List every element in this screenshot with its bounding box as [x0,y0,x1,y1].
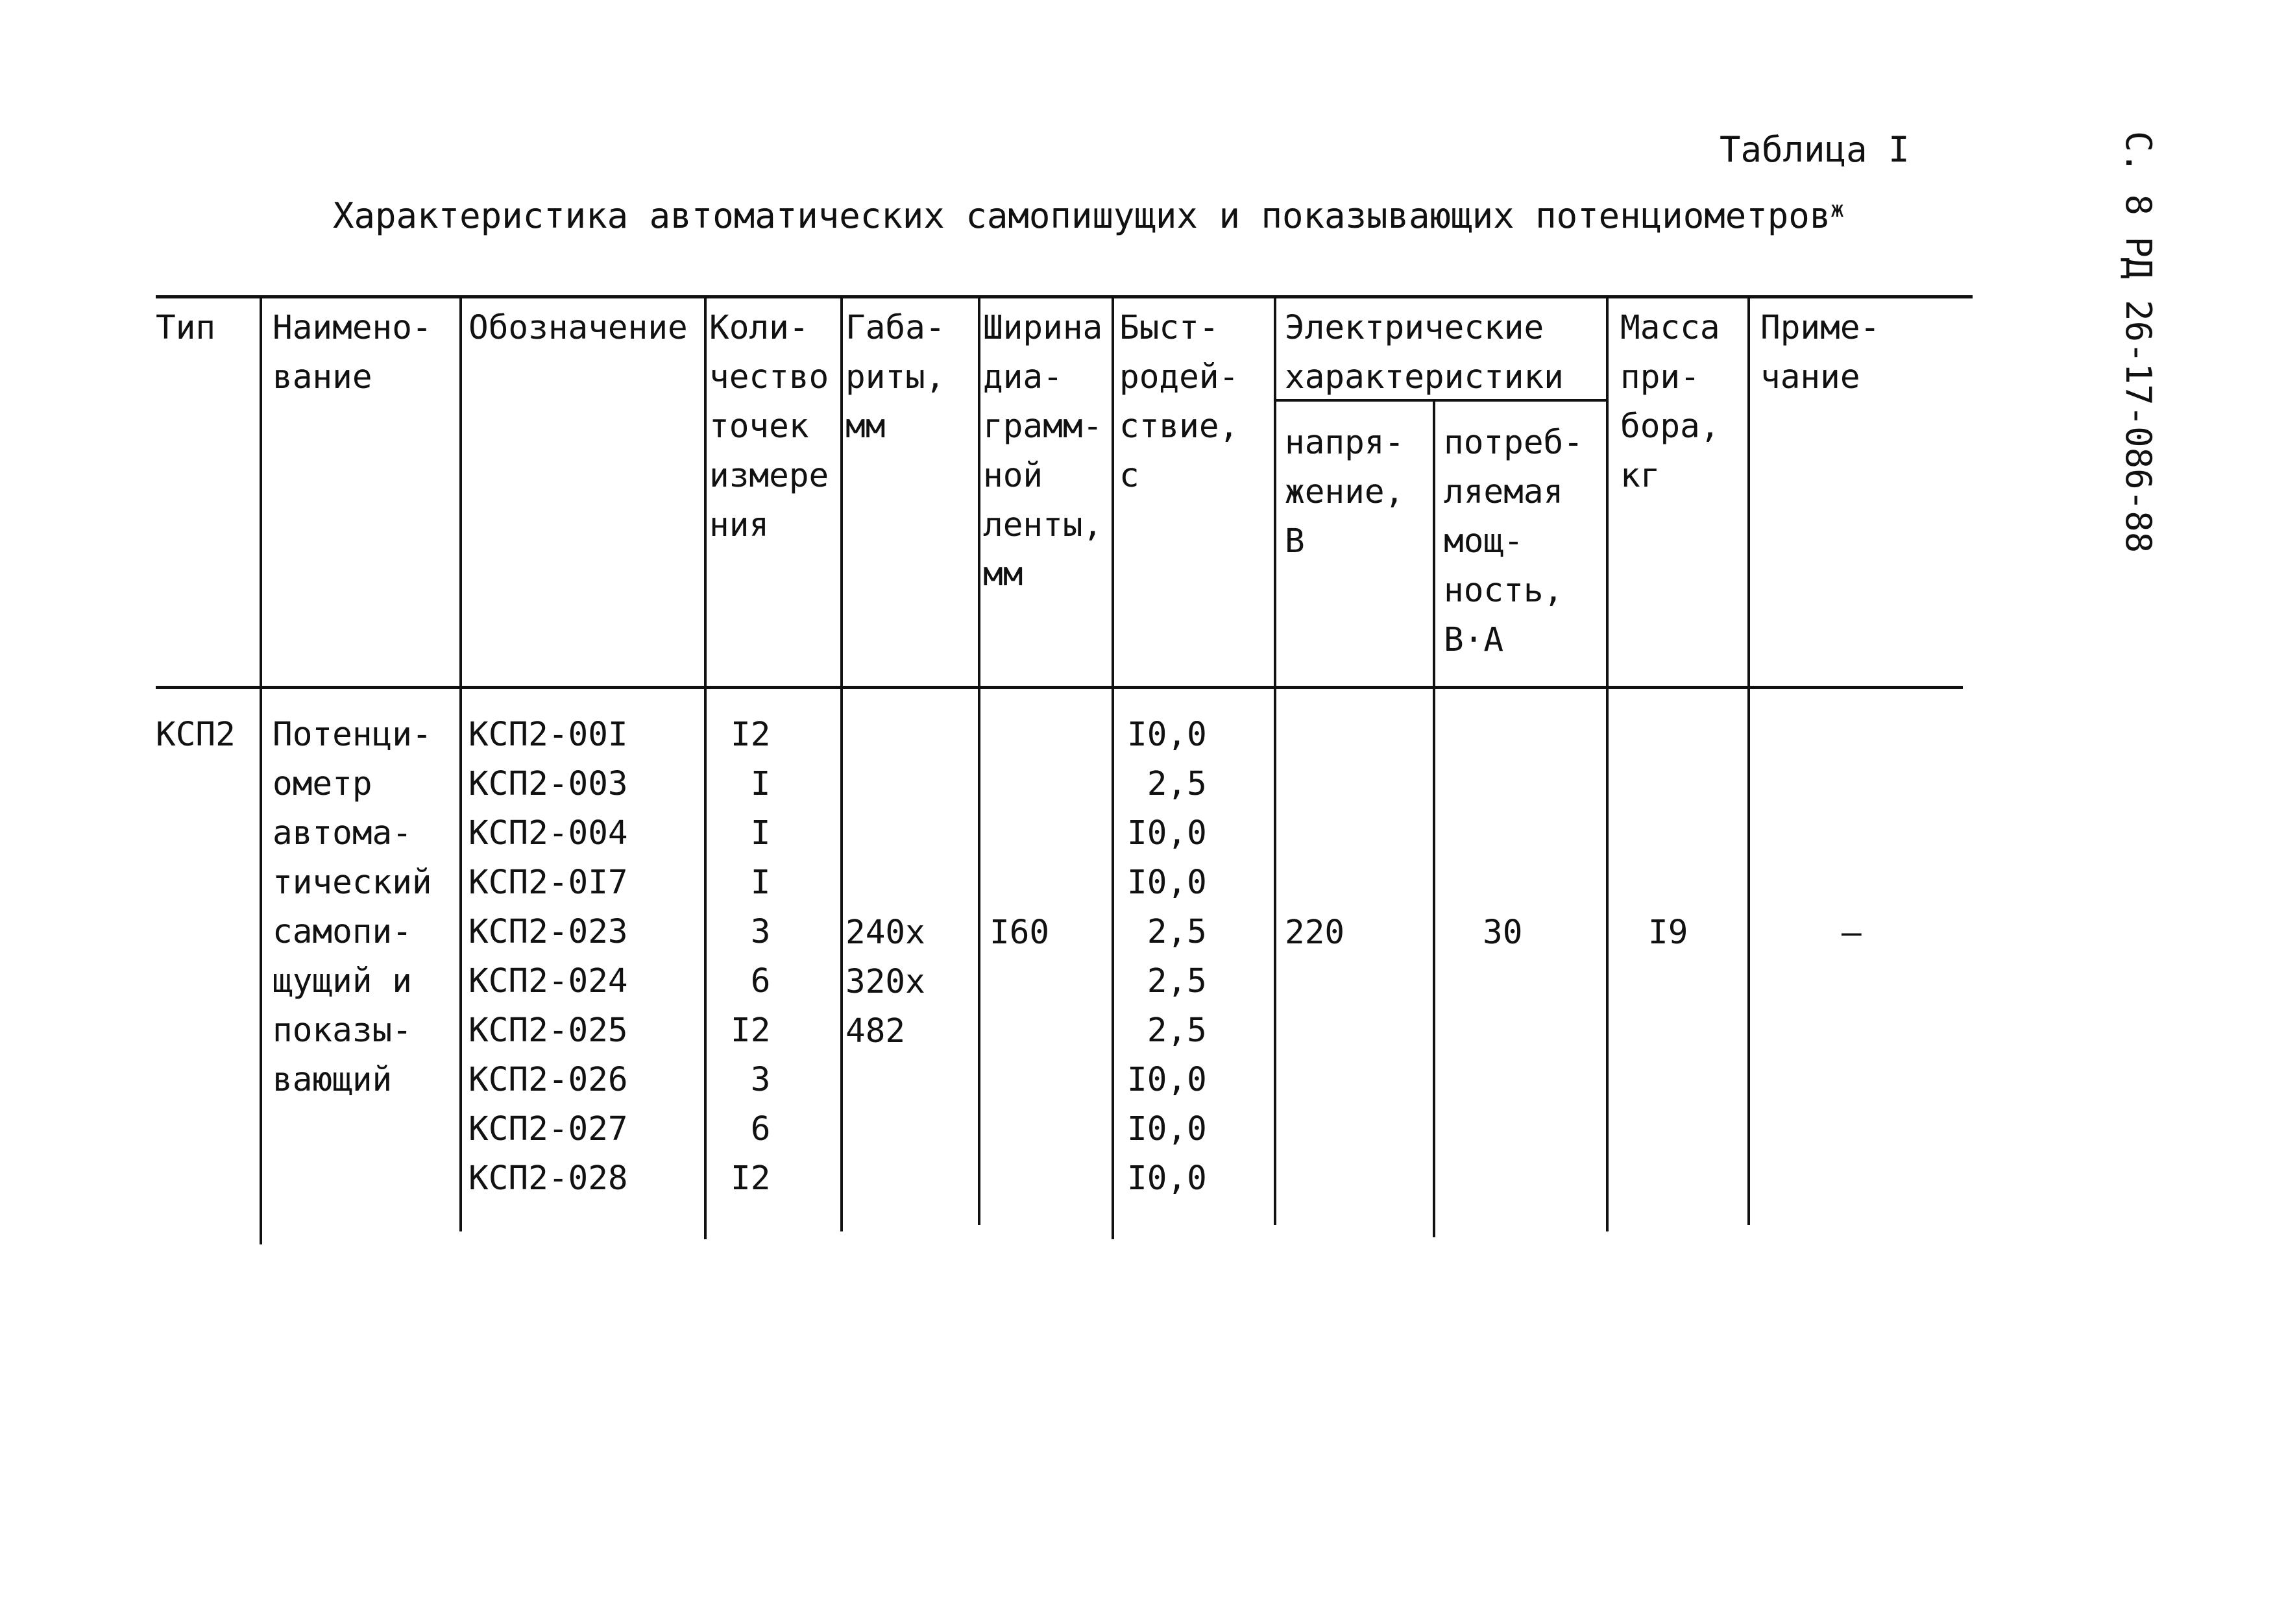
header-name: Наимено- вание [273,309,432,396]
caption-footnote-mark: ж [1830,197,1844,223]
header-tape-width: Ширина диа- грамм- ной ленты, мм [983,309,1103,594]
header-type: Тип [156,309,216,347]
page-reference: С. 8 РД 26-17-086-88 [2118,131,2159,553]
header-designation: Обозначение [468,309,688,347]
col-line-6 [1112,297,1114,1239]
col-line-9 [1606,297,1609,1231]
col-line-3 [704,297,707,1239]
header-speed: Быст- родей- ствие, с [1119,309,1239,495]
header-mass: Масса при- бора, кг [1620,309,1720,495]
cell-power: 30 [1483,914,1523,952]
cell-type: КСП2 [156,716,236,754]
cell-tape-width: I60 [990,914,1050,952]
cell-designations: КСП2-00I КСП2-003 КСП2-004 КСП2-0I7 КСП2-023 КСП2-024 КСП2-025 КСП2-026 КСП2-027 КСП2-028 [468,716,628,1198]
cell-speed: I0,0 2,5 I0,0 I0,0 2,5 2,5 2,5 I0,0 I0,0 I0,0 [1127,716,1207,1198]
cell-voltage: 220 [1285,914,1345,952]
header-note: Приме- чание [1760,309,1880,396]
caption-text: Характеристика автоматических самопишущих и показывающих потенциометров [333,195,1831,236]
cell-note: — [1842,914,1862,952]
col-line-10 [1747,297,1750,1225]
header-dimensions: Габа- риты, мм [845,309,945,446]
cell-name: Потенци- ометр автома- тический самопи- щущий и показы- вающий [273,716,432,1099]
col-line-8 [1433,400,1435,1237]
header-voltage: напря- жение, В [1285,424,1405,561]
col-line-2 [459,297,462,1231]
col-line-1 [260,297,262,1244]
header-points: Коли- чество точек измере ния [709,309,829,544]
header-electrical: Электрические характеристики [1285,309,1564,396]
cell-dimensions: 240х 320х 482 [845,914,925,1050]
col-line-4 [840,297,843,1231]
table-top-rule [156,295,1973,298]
cell-mass: I9 [1648,914,1688,952]
col-line-7 [1274,297,1276,1225]
table-label: Таблица I [1720,129,1910,170]
cell-points: I2 I I I 3 6 I2 3 6 I2 [731,716,771,1198]
header-power: потреб- ляемая мощ- ность, В·А [1444,424,1583,659]
col-line-5 [978,297,980,1225]
header-bottom-rule [156,686,1963,689]
table-caption [333,191,1844,241]
